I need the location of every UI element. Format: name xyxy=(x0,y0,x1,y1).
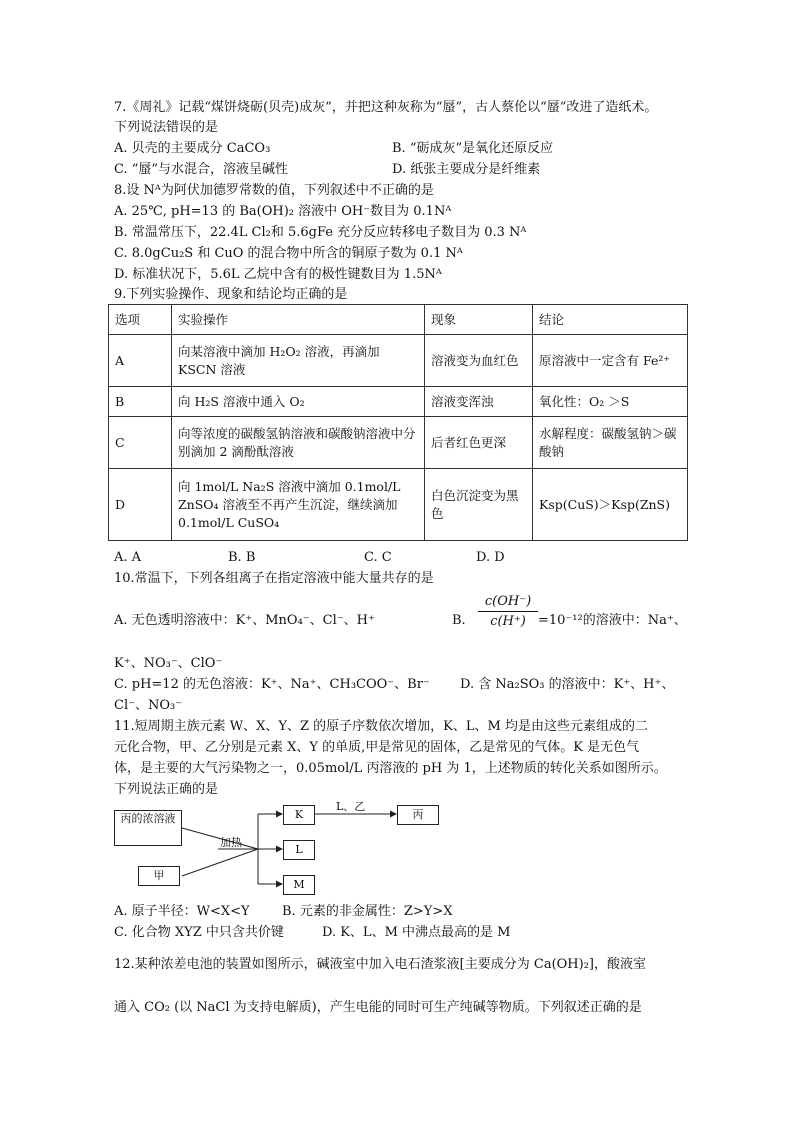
q11-stem-line2: 元化合物，甲、乙分别是元素 X、Y 的单质,甲是常见的固体，乙是常见的气体。K 是无色气 xyxy=(114,740,640,755)
table-cell: 水解程度：碳酸氢钠＞碳酸钠 xyxy=(533,417,688,469)
q10-option-b-continued: K⁺、NO₃⁻、ClO⁻ xyxy=(114,656,223,671)
table-cell: 白色沉淀变为黑色 xyxy=(425,469,533,541)
q10-option-c: C. pH=12 的无色溶液：K⁺、Na⁺、CH₃COO⁻、Br⁻ xyxy=(114,677,430,692)
q10-option-b-label: B. xyxy=(452,613,466,628)
fraction-denominator: c(H⁺) xyxy=(490,614,526,629)
q11-stem-line3: 体，是主要的大气污染物之一，0.05mol/L 丙溶液的 pH 为 1，上述物质的转化关系如图所示。 xyxy=(114,761,667,776)
table-cell: C xyxy=(109,417,172,469)
q10-option-b-rest: =10⁻¹²的溶液中：Na⁺、 xyxy=(538,613,687,628)
q7-stem-line2: 下列说法错误的是 xyxy=(114,120,219,135)
table-cell: A xyxy=(109,335,172,387)
table-cell: 氧化性：O₂ ＞S xyxy=(533,387,688,417)
table-cell: 向某溶液中滴加 H₂O₂ 溶液，再滴加 KSCN 溶液 xyxy=(172,335,425,387)
q11-option-c: C. 化合物 XYZ 中只含共价键 xyxy=(114,925,284,940)
table-cell: 溶液变浑浊 xyxy=(425,387,533,417)
box-k: K xyxy=(283,805,315,825)
q9-option-c: C. C xyxy=(364,550,392,565)
table-cell: 后者红色更深 xyxy=(425,417,533,469)
q9-option-b: B. B xyxy=(228,550,256,565)
q8-stem: 8.设 Nᴬ为阿伏加德罗常数的值，下列叙述中不正确的是 xyxy=(114,183,434,198)
header-cell: 结论 xyxy=(533,305,688,335)
header-cell: 实验操作 xyxy=(172,305,425,335)
table-cell: 溶液变为血红色 xyxy=(425,335,533,387)
box-m: M xyxy=(283,875,315,895)
q9-option-a: A. A xyxy=(114,550,142,565)
q10-option-d: D. 含 Na₂SO₃ 的溶液中：K⁺、H⁺、 xyxy=(460,677,675,692)
box-l: L xyxy=(283,840,315,860)
box-bing: 丙 xyxy=(397,805,439,825)
table-cell: 向 H₂S 溶液中通入 O₂ xyxy=(172,387,425,417)
q11-stem-line4: 下列说法正确的是 xyxy=(114,782,219,797)
q7-option-c: C. “蜃”与水混合，溶液呈碱性 xyxy=(114,162,289,177)
header-cell: 选项 xyxy=(109,305,172,335)
q10-option-a: A. 无色透明溶液中：K⁺、MnO₄⁻、Cl⁻、H⁺ xyxy=(114,613,375,628)
q10-stem: 10.常温下，下列各组离子在指定溶液中能大量共存的是 xyxy=(114,571,434,586)
q7-option-b: B. “砺成灰”是氧化还原反应 xyxy=(392,141,554,156)
table-cell: 原溶液中一定含有 Fe²⁺ xyxy=(533,335,688,387)
fraction-numerator: c(OH⁻) xyxy=(484,594,532,609)
q8-option-c: C. 8.0gCu₂S 和 CuO 的混合物中所含的铜原子数为 0.1 Nᴬ xyxy=(114,246,463,261)
q7-option-a: A. 贝壳的主要成分 CaCO₃ xyxy=(114,141,271,156)
table-cell: Ksp(CuS)＞Ksp(ZnS) xyxy=(533,469,688,541)
q12-line1: 12.某种浓差电池的装置如图所示，碱液室中加入电石渣浆液[主要成分为 Ca(OH)₂]，酸液室 xyxy=(114,957,646,972)
table-cell: 向 1mol/L Na₂S 溶液中滴加 0.1mol/L ZnSO₄ 溶液至不再产生沉淀，继续滴加 0.1mol/L CuSO₄ xyxy=(172,469,425,541)
q12-line2: 通入 CO₂ (以 NaCl 为支持电解质)，产生电能的同时可生产纯碱等物质。下列叙述正确的是 xyxy=(114,1000,642,1015)
table-cell: B xyxy=(109,387,172,417)
q8-option-d: D. 标准状况下，5.6L 乙烷中含有的极性键数目为 1.5Nᴬ xyxy=(114,267,442,282)
q11-option-a: A. 原子半径：W<X<Y xyxy=(114,904,250,919)
q11-stem-line1: 11.短周期主族元素 W、X、Y、Z 的原子序数依次增加，K、L、M 均是由这些元素组成的二 xyxy=(114,719,648,734)
q9-stem: 9.下列实验操作、现象和结论均正确的是 xyxy=(114,287,348,302)
table-cell: 向等浓度的碳酸氢钠溶液和碳酸钠溶液中分别滴加 2 滴酚酞溶液 xyxy=(172,417,425,469)
arrow-label-l-yi: L、乙 xyxy=(336,800,366,813)
q7-stem-line1: 7.《周礼》记载“煤饼烧砺(贝壳)成灰”，并把这种灰称为“蜃”，古人蔡伦以“蜃”改进了造纸术。 xyxy=(114,100,658,115)
q11-option-b: B. 元素的非金属性：Z>Y>X xyxy=(282,904,453,919)
q11-option-d: D. K、L、M 中沸点最高的是 M xyxy=(322,925,511,940)
box-jia: 甲 xyxy=(138,866,180,886)
box-bing-concentrated: 丙的浓溶液 xyxy=(114,810,182,846)
q9-option-d: D. D xyxy=(476,550,505,565)
q7-option-d: D. 纸张主要成分是纤维素 xyxy=(392,162,541,177)
table-cell: D xyxy=(109,469,172,541)
q8-option-a: A. 25℃, pH=13 的 Ba(OH)₂ 溶液中 OH⁻数目为 0.1Nᴬ xyxy=(114,204,452,219)
q10-option-d-continued: Cl⁻、NO₃⁻ xyxy=(114,698,183,713)
header-cell: 现象 xyxy=(425,305,533,335)
heat-label: 加热 xyxy=(220,836,242,849)
q8-option-b: B. 常温常压下，22.4L Cl₂和 5.6gFe 充分反应转移电子数目为 0.3 Nᴬ xyxy=(114,225,527,240)
